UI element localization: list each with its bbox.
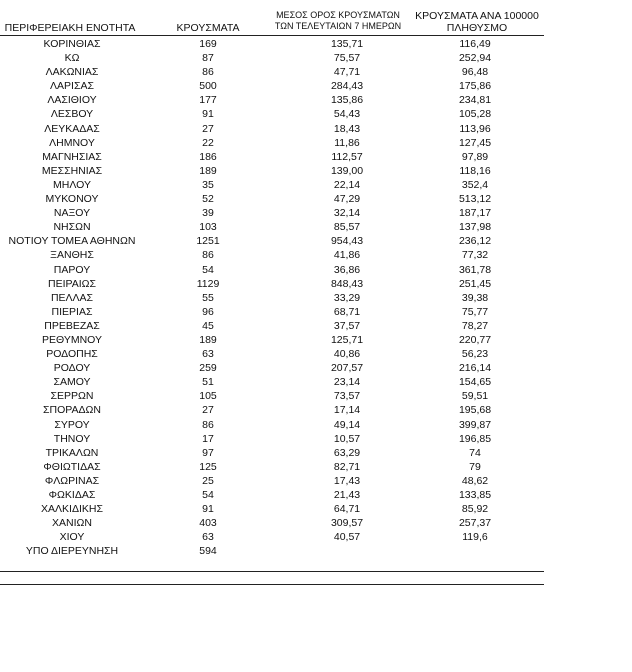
avg-cell: 309,57 xyxy=(330,517,364,530)
per-100000-cell: 175,86 xyxy=(458,80,492,93)
region-cell: ΣΠΟΡΑΔΩΝ xyxy=(43,404,101,417)
table-row xyxy=(0,418,560,432)
region-cell: ΛΗΜΝΟΥ xyxy=(49,136,95,149)
region-cell: ΧΑΛΚΙΔΙΚΗΣ xyxy=(41,503,103,516)
cases-cell: 87 xyxy=(202,52,214,65)
cases-cell: 35 xyxy=(202,178,214,191)
cases-cell: 594 xyxy=(199,545,217,558)
cases-cell: 1251 xyxy=(196,235,220,248)
cases-cell: 189 xyxy=(199,164,217,177)
table-row xyxy=(0,178,560,192)
per-100000-cell: 56,23 xyxy=(461,348,489,361)
avg-cell: 49,14 xyxy=(333,418,361,431)
per-100000-cell: 75,77 xyxy=(461,305,489,318)
region-cell: ΠΡΕΒΕΖΑΣ xyxy=(44,319,100,332)
data-table xyxy=(0,37,560,558)
cases-cell: 55 xyxy=(202,291,214,304)
table-row xyxy=(0,107,560,121)
table-row xyxy=(0,206,560,220)
table-row xyxy=(0,432,560,446)
avg-cell: 22,14 xyxy=(333,178,361,191)
per-100000-cell: 48,62 xyxy=(461,474,489,487)
table-row xyxy=(0,544,560,558)
region-cell: ΛΕΥΚΑΔΑΣ xyxy=(44,122,100,135)
per-100000-cell: 133,85 xyxy=(458,489,492,501)
table-row xyxy=(0,474,560,488)
table-row xyxy=(0,93,560,107)
avg-cell: 63,29 xyxy=(333,446,361,459)
region-cell: ΦΩΚΙΔΑΣ xyxy=(48,489,96,501)
cases-cell: 25 xyxy=(202,474,214,487)
per-100000-cell: 74 xyxy=(469,446,481,459)
avg-cell: 17,43 xyxy=(333,474,361,487)
header-region: ΠΕΡΙΦΕΡΕΙΑΚΗ ΕΝΟΤΗΤΑ xyxy=(4,22,136,34)
table-row xyxy=(0,122,560,136)
avg-cell: 954,43 xyxy=(330,235,364,248)
avg-cell: 85,57 xyxy=(333,221,361,234)
avg-cell: 17,14 xyxy=(333,404,361,417)
avg-cell: 47,29 xyxy=(333,193,361,206)
cases-cell: 52 xyxy=(202,193,214,206)
table-row xyxy=(0,460,560,474)
table-row xyxy=(0,248,560,262)
cases-cell: 39 xyxy=(202,207,214,220)
per-100000-cell: 216,14 xyxy=(458,362,492,375)
region-cell: ΠΕΛΛΑΣ xyxy=(50,291,94,304)
table-row xyxy=(0,150,560,164)
table-row xyxy=(0,375,560,389)
avg-cell: 37,57 xyxy=(333,319,361,332)
per-100000-cell: 116,49 xyxy=(459,38,491,50)
avg-cell: 40,57 xyxy=(333,531,361,544)
per-100000-cell: 195,68 xyxy=(458,404,492,417)
region-cell: ΛΑΡΙΣΑΣ xyxy=(50,80,94,93)
cases-cell: 22 xyxy=(202,136,214,149)
avg-cell: 54,43 xyxy=(333,108,361,121)
cases-cell: 63 xyxy=(202,531,214,544)
region-cell: ΝΑΞΟΥ xyxy=(53,207,91,220)
header-underline xyxy=(0,35,544,36)
cases-cell: 177 xyxy=(199,94,217,107)
cases-cell: 54 xyxy=(202,489,214,501)
avg-cell: 135,86 xyxy=(330,94,364,107)
region-cell: ΜΥΚΟΝΟΥ xyxy=(45,193,99,206)
per-100000-cell: 78,27 xyxy=(461,319,489,332)
avg-cell: 11,86 xyxy=(334,136,360,149)
header-per-line2: ΠΛΗΘΥΣΜΟ xyxy=(446,22,508,34)
cases-cell: 63 xyxy=(202,348,214,361)
region-cell: ΦΛΩΡΙΝΑΣ xyxy=(44,474,100,487)
per-100000-cell: 513,12 xyxy=(458,193,492,206)
cases-cell: 1129 xyxy=(196,277,220,290)
avg-cell: 41,86 xyxy=(333,249,361,262)
cases-cell: 189 xyxy=(199,333,217,346)
cases-cell: 27 xyxy=(202,122,214,135)
header-avg-line2: ΤΩΝ ΤΕΛΕΥΤΑΙΩΝ 7 ΗΜΕΡΩΝ xyxy=(274,21,402,31)
table-row xyxy=(0,79,560,93)
table-row xyxy=(0,220,560,234)
cases-cell: 17 xyxy=(202,432,214,445)
avg-cell: 36,86 xyxy=(333,263,361,276)
region-cell: ΧΑΝΙΩΝ xyxy=(52,517,92,530)
cases-cell: 96 xyxy=(202,305,214,318)
table-row xyxy=(0,333,560,347)
avg-cell: 135,71 xyxy=(330,38,364,50)
avg-cell: 64,71 xyxy=(333,503,361,516)
per-100000-cell: 96,48 xyxy=(461,66,489,79)
cases-cell: 97 xyxy=(202,446,214,459)
cases-cell: 91 xyxy=(202,108,214,121)
table-row xyxy=(0,347,560,361)
cases-cell: 27 xyxy=(202,404,214,417)
avg-cell: 82,71 xyxy=(333,460,361,473)
per-100000-cell: 77,32 xyxy=(461,249,489,262)
region-cell: ΧΙΟΥ xyxy=(59,531,85,544)
table-row xyxy=(0,403,560,417)
region-cell: ΠΕΙΡΑΙΩΣ xyxy=(48,277,96,290)
header-per-line1: ΚΡΟΥΣΜΑΤΑ ΑΝΑ 100000 xyxy=(415,10,539,22)
region-cell: ΡΟΔΟΥ xyxy=(53,362,91,375)
cases-cell: 125 xyxy=(199,460,217,473)
header-cases: ΚΡΟΥΣΜΑΤΑ xyxy=(176,22,240,34)
per-100000-cell: 236,12 xyxy=(458,235,492,248)
avg-cell: 112,57 xyxy=(331,150,363,163)
per-100000-cell: 119,6 xyxy=(462,531,488,544)
cases-cell: 86 xyxy=(202,418,214,431)
region-cell: ΣΥΡΟΥ xyxy=(54,418,90,431)
table-row xyxy=(0,37,560,51)
per-100000-cell: 137,98 xyxy=(458,221,492,234)
header-avg-7-days xyxy=(272,10,404,32)
per-100000-cell: 39,38 xyxy=(461,291,489,304)
avg-cell: 33,29 xyxy=(333,291,361,304)
region-cell: ΛΕΣΒΟΥ xyxy=(50,108,94,121)
region-cell: ΠΑΡΟΥ xyxy=(53,263,91,276)
avg-cell: 21,43 xyxy=(333,489,361,501)
table-row xyxy=(0,277,560,291)
cases-cell: 186 xyxy=(199,150,217,163)
avg-cell: 73,57 xyxy=(333,390,361,403)
per-100000-cell: 154,65 xyxy=(458,376,492,389)
avg-cell: 18,43 xyxy=(333,122,361,135)
table-row xyxy=(0,530,560,544)
avg-cell: 284,43 xyxy=(330,80,364,93)
per-100000-cell: 399,87 xyxy=(458,418,492,431)
header-avg-line1: ΜΕΣΟΣ ΟΡΟΣ ΚΡΟΥΣΜΑΤΩΝ xyxy=(276,10,400,20)
per-100000-cell: 257,37 xyxy=(458,517,492,530)
cases-cell: 259 xyxy=(199,362,217,375)
per-100000-cell: 79 xyxy=(469,460,481,473)
region-cell: ΜΑΓΝΗΣΙΑΣ xyxy=(42,150,102,163)
region-cell: ΣΑΜΟΥ xyxy=(53,376,91,389)
table-row xyxy=(0,291,560,305)
table-row xyxy=(0,319,560,333)
avg-cell: 10,57 xyxy=(333,432,361,445)
region-cell: ΝΟΤΙΟΥ ΤΟΜΕΑ ΑΘΗΝΩΝ xyxy=(8,235,136,248)
avg-cell: 40,86 xyxy=(333,348,361,361)
table-row xyxy=(0,51,560,65)
per-100000-cell: 234,81 xyxy=(458,94,492,107)
region-cell: ΝΗΣΩΝ xyxy=(53,221,91,234)
cases-cell: 500 xyxy=(199,80,217,93)
avg-cell: 32,14 xyxy=(333,207,361,220)
table-divider-2 xyxy=(0,584,544,585)
region-cell: ΚΩ xyxy=(64,52,80,65)
cases-cell: 45 xyxy=(202,319,214,332)
region-cell: ΚΟΡΙΝΘΙΑΣ xyxy=(43,38,101,50)
table-row xyxy=(0,446,560,460)
header-per-100000 xyxy=(410,10,544,34)
cases-cell: 169 xyxy=(199,38,217,50)
region-cell: ΛΑΚΩΝΙΑΣ xyxy=(45,66,99,79)
region-cell: ΠΙΕΡΙΑΣ xyxy=(51,305,93,318)
table-row xyxy=(0,192,560,206)
avg-cell: 207,57 xyxy=(330,362,364,375)
region-cell: ΡΕΘΥΜΝΟΥ xyxy=(41,333,102,346)
per-100000-cell: 187,17 xyxy=(458,207,492,220)
table-row xyxy=(0,488,560,502)
per-100000-cell: 361,78 xyxy=(458,263,492,276)
cases-cell: 103 xyxy=(199,221,217,234)
table-row xyxy=(0,389,560,403)
avg-cell: 47,71 xyxy=(333,66,361,79)
avg-cell: 68,71 xyxy=(333,305,361,318)
region-cell: ΤΗΝΟΥ xyxy=(53,432,91,445)
cases-cell: 105 xyxy=(199,390,217,403)
avg-cell: 125,71 xyxy=(330,333,364,346)
table-row xyxy=(0,305,560,319)
per-100000-cell: 196,85 xyxy=(458,432,492,445)
table-row xyxy=(0,263,560,277)
region-cell: ΥΠΟ ΔΙΕΡΕΥΝΗΣΗ xyxy=(25,545,119,558)
per-100000-cell: 118,16 xyxy=(459,164,491,177)
per-100000-cell: 251,45 xyxy=(458,277,492,290)
table-row xyxy=(0,65,560,79)
table-row xyxy=(0,502,560,516)
avg-cell: 139,00 xyxy=(330,164,364,177)
table-row xyxy=(0,516,560,530)
table-row xyxy=(0,136,560,150)
table-row xyxy=(0,234,560,248)
avg-cell: 23,14 xyxy=(333,376,361,389)
per-100000-cell: 85,92 xyxy=(461,503,489,516)
per-100000-cell: 220,77 xyxy=(458,333,492,346)
per-100000-cell: 113,96 xyxy=(459,122,491,135)
per-100000-cell: 97,89 xyxy=(461,150,489,163)
avg-cell: 848,43 xyxy=(330,277,364,290)
region-cell: ΣΕΡΡΩΝ xyxy=(50,390,94,403)
region-cell: ΦΘΙΩΤΙΔΑΣ xyxy=(43,460,101,473)
cases-cell: 86 xyxy=(202,249,214,262)
table-row xyxy=(0,361,560,375)
region-cell: ΞΑΝΘΗΣ xyxy=(50,249,94,262)
cases-cell: 51 xyxy=(202,376,214,389)
cases-cell: 86 xyxy=(202,66,214,79)
table-divider-1 xyxy=(0,571,544,572)
region-cell: ΡΟΔΟΠΗΣ xyxy=(46,348,98,361)
per-100000-cell: 105,28 xyxy=(458,108,492,121)
per-100000-cell: 59,51 xyxy=(461,390,489,403)
per-100000-cell: 352,4 xyxy=(461,178,489,191)
cases-cell: 91 xyxy=(202,503,214,516)
region-cell: ΜΕΣΣΗΝΙΑΣ xyxy=(41,164,103,177)
cases-cell: 403 xyxy=(199,517,217,530)
table-row xyxy=(0,164,560,178)
region-cell: ΜΗΛΟΥ xyxy=(53,178,91,191)
avg-cell: 75,57 xyxy=(333,52,361,65)
region-cell: ΛΑΣΙΘΙΟΥ xyxy=(47,94,97,107)
per-100000-cell: 127,45 xyxy=(458,136,492,149)
region-cell: ΤΡΙΚΑΛΩΝ xyxy=(45,446,99,459)
per-100000-cell: 252,94 xyxy=(458,52,492,65)
cases-cell: 54 xyxy=(202,263,214,276)
